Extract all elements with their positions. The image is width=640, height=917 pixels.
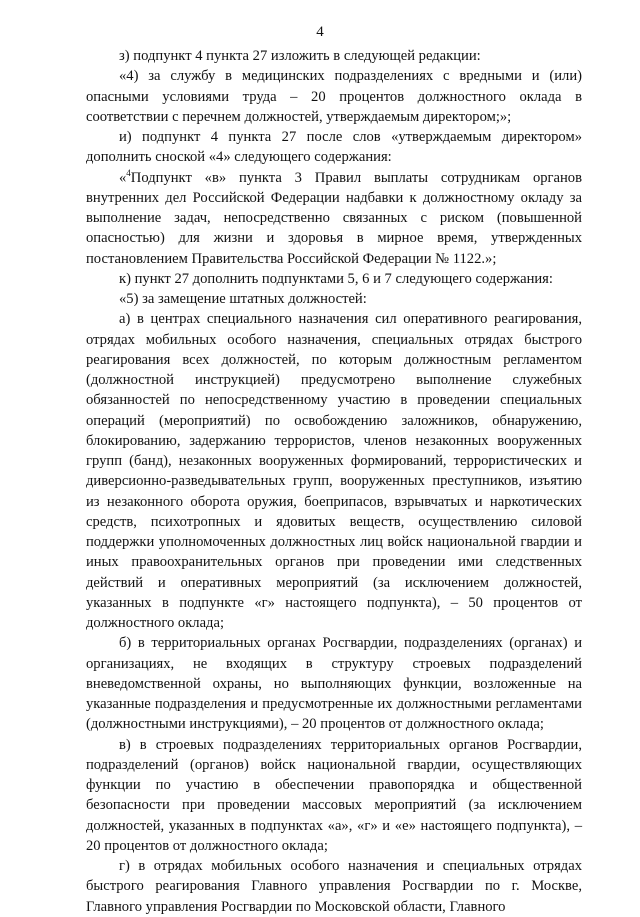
paragraph-b: б) в территориальных органах Росгвардии, подразделениях (органах) и организациях, не входящих в структуру строевых подразделений вневедомственной охраны, но выполняющих функции, возложенные на указанные подразделения и предусмотренные их должностными регламентами (должностными инструкциями), – 20 процентов от должностного оклада; [86,635,582,733]
paragraph-quote-4: «4) за службу в медицинских подразделениях с вредными и (или) опасными условиями труда – 20 процентов должностного оклада в соответствии с перечнем должностей, утверждаемым директором;»; [86,68,582,125]
paragraph-quote-5: «5) за замещение штатных должностей: [119,291,367,307]
footnote-open-quote: « [119,169,127,186]
paragraph-footnote-4 [86,168,582,269]
footnote-text: Подпункт «в» пункта 3 Правил выплаты сотрудникам органов внутренних дел Российской Федерации надбавки к должностному окладу за выполнение задач, непосредственно связанных с риском (повышенной опасностью) для жизни и здоровья в мирное время, утвержденных постановлением Правительства Российской Федерации № 1122.»; [86,169,582,267]
footnote-marker: 4 [126,167,131,178]
paragraph-g: г) в отрядах мобильных особого назначения и специальных отрядах быстрого реагирования Главного управления Росгвардии по г. Москве, Главного управления Росгвардии по Московской области, Главного [86,858,582,915]
paragraph-v: в) в строевых подразделениях территориальных органов Росгвардии, подразделений (органов) войск национальной гвардии, осуществляющих функции по участию в обеспечении правопорядка и общественной безопасности при проведении массовых мероприятий (за исключением должностей, указанных в подпунктах «а», «г» и «е» настоящего подпункта), – 20 процентов от должностного оклада; [86,736,582,854]
document-body [86,46,582,917]
paragraph-k: к) пункт 27 дополнить подпунктами 5, 6 и 7 следующего содержания: [119,270,553,287]
paragraph-i: и) подпункт 4 пункта 27 после слов «утверждаемым директором» дополнить сноской «4» следующего содержания: [86,129,582,166]
paragraph-a: а) в центрах специального назначения сил оперативного реагирования, отрядах мобильных особого назначения, специальных отрядах быстрого реагирования всех должностей, по которым должностным регламентом (должностной инструкцией) предусмотрено выполнение служебных обязанностей по непосредственному участию в проведении специальных операций (мероприятий) по освобождению заложников, обнаружению, блокированию, задержанию террористов, членов незаконных вооруженных групп (банд), незаконных вооруженных формирований, террористических и диверсионно-разведывательных групп, вооруженных преступников, изъятию из незаконного оборота оружия, боеприпасов, взрывчатых и наркотических средств, психотропных и ядовитых веществ, осуществлению силовой поддержки уполномоченных должностных лиц войск национальной гвардии и иных правоохранительных органов при проведении ими следственных действий и оперативных мероприятий (за исключением должностей, указанных в подпункте «г» настоящего подпункта), – 50 процентов от должностного оклада; [86,311,582,631]
paragraph-z: з) подпункт 4 пункта 27 изложить в следующей редакции: [119,48,481,64]
page-number: 4 [316,24,324,40]
